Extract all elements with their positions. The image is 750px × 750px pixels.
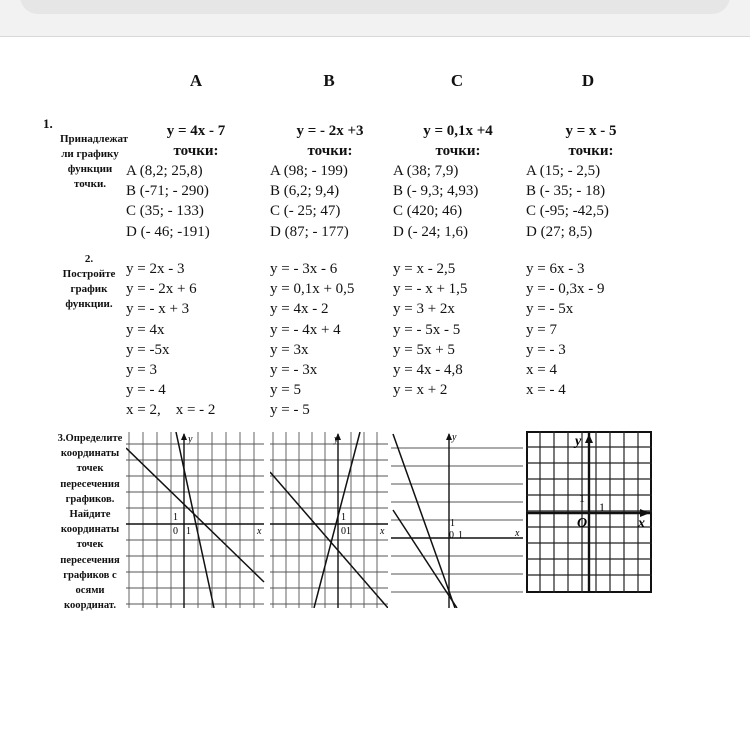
task1-func-d: y = x - 5 (565, 123, 617, 139)
task2-eq-d-5: x = 4 (526, 362, 557, 379)
graph-a-origin: 0 (173, 526, 178, 537)
task1-point-b-3: D (87; - 177) (270, 223, 349, 240)
graph-b-grid (270, 432, 388, 608)
task2-eq-d-4: y = - 3 (526, 341, 566, 358)
task2-eq-d-2: y = - 5x (526, 301, 574, 318)
column-header-c: C (450, 71, 464, 90)
task2-eq-a-2: y = - x + 3 (126, 301, 190, 318)
task2-eq-a-4: y = -5x (126, 341, 170, 358)
task2-col-c (393, 259, 523, 400)
graph-a-y-arrow (181, 433, 187, 440)
task1-col-d (526, 121, 656, 242)
task1-point-c-1: B (- 9,3; 4,93) (393, 183, 479, 200)
graph-a-unit-x: 1 (186, 526, 191, 537)
task1-point-d-1: B (- 35; - 18) (526, 183, 606, 200)
task2-eq-b-4: y = 3x (270, 341, 309, 358)
graph-a-line-1 (126, 448, 264, 582)
task2-eq-a-7: x = 2, x = - 2 (126, 402, 216, 419)
graph-c-origin: 0 (449, 530, 454, 541)
task2-eq-d-3: y = 7 (526, 321, 557, 338)
task2-eq-b-6: y = 5 (270, 382, 301, 399)
column-header-d: D (581, 71, 595, 90)
task2-eq-b-3: y = - 4x + 4 (270, 321, 341, 338)
graph-a (126, 432, 266, 608)
graph-a-unit-y: 1 (173, 512, 178, 523)
task2-eq-c-4: y = 5x + 5 (393, 341, 455, 358)
graph-b (270, 432, 388, 608)
task2-eq-c-2: y = 3 + 2x (393, 301, 455, 318)
task2-eq-b-0: y = - 3x - 6 (270, 261, 338, 277)
task1-func-c: y = 0,1x +4 (423, 123, 493, 139)
task1-point-d-3: D (27; 8,5) (526, 223, 593, 240)
task2-eq-c-6: y = x + 2 (393, 382, 448, 399)
task2-col-a (126, 259, 266, 421)
task2-eq-a-3: y = 4x (126, 321, 165, 338)
graph-d (526, 431, 652, 593)
graph-d-y-label: y (575, 434, 582, 449)
task2-eq-b-5: y = - 3x (270, 362, 318, 379)
task1-point-c-2: C (420; 46) (393, 203, 463, 220)
task1-point-a-3: D (- 46; -191) (126, 223, 210, 240)
graph-b-unit-y: 1 (341, 512, 346, 523)
task2-eq-c-3: y = - 5x - 5 (393, 321, 461, 338)
task1-point-a-0: A (8,2; 25,8) (126, 163, 203, 179)
graph-c-x-label: x (515, 528, 520, 539)
task2-eq-a-1: y = - 2x + 6 (126, 281, 197, 298)
task2-eq-a-0: y = 2x - 3 (126, 261, 185, 277)
task2-eq-b-1: y = 0,1x + 0,5 (270, 281, 355, 298)
task1-col-a (126, 121, 266, 242)
graph-d-x-label: x (638, 516, 645, 531)
task1-col-c (393, 121, 523, 242)
task1-point-c-3: D (- 24; 1,6) (393, 223, 468, 240)
task2-eq-a-6: y = - 4 (126, 382, 166, 399)
task2-col-b (270, 259, 390, 421)
task1-point-d-0: A (15; - 2,5) (526, 163, 601, 179)
task1-point-b-2: C (- 25; 47) (270, 203, 341, 220)
task2-eq-d-6: x = - 4 (526, 382, 566, 399)
task1-func-a: y = 4x - 7 (166, 123, 226, 139)
top-bar-pill (20, 0, 730, 14)
graph-a-x-label: x (257, 526, 262, 537)
task2-col-d (526, 259, 656, 400)
graph-c-unit-x: 1 (458, 530, 463, 541)
task1-label: Принадлежат ли графику функции точки. (60, 133, 129, 190)
graph-c (391, 432, 523, 608)
task2-eq-c-0: y = x - 2,5 (393, 261, 456, 277)
task2-eq-b-2: y = 4x - 2 (270, 301, 329, 318)
task2-eq-c-1: y = - x + 1,5 (393, 281, 468, 298)
graph-c-grid (391, 448, 523, 592)
top-bar (0, 0, 750, 37)
graph-b-unit-x: 1 (346, 526, 351, 537)
task2-eq-c-5: y = 4x - 4,8 (393, 362, 463, 379)
graph-b-y-label: y (334, 434, 339, 445)
task2-number (56, 252, 122, 312)
task1-point-d-2: C (-95; -42,5) (526, 203, 609, 220)
task2-eq-d-1: y = - 0,3x - 9 (526, 281, 605, 298)
graph-a-line-2 (176, 432, 214, 608)
graph-d-y-arrow (585, 434, 593, 443)
task2-eq-b-7: y = - 5 (270, 402, 310, 419)
graph-b-line-2 (314, 432, 360, 608)
task1-col-b (270, 121, 390, 242)
task1-point-b-1: B (6,2; 9,4) (270, 183, 340, 200)
graph-d-unit-x: 1 (599, 500, 605, 514)
task1-point-b-0: A (98; - 199) (270, 163, 348, 179)
task2-number-text: 2. (84, 253, 94, 265)
graph-a-y-label: y (188, 434, 193, 445)
task1-point-a-1: B (-71; - 290) (126, 183, 209, 200)
graph-d-unit-y: 1 (579, 491, 585, 505)
graph-b-origin: 0 (341, 526, 346, 537)
task1-point-a-2: C (35; - 133) (126, 203, 204, 220)
task1-sub-c: точки: (435, 143, 481, 159)
task3-label: 3.Определите координаты точек пересечения графиков. Найдите координаты точек пересечения графиков с осями координат. (57, 433, 123, 612)
task1-point-c-0: A (38; 7,9) (393, 163, 459, 179)
task1-number: 1. (43, 116, 53, 131)
task1-func-b: y = - 2x +3 (296, 123, 364, 139)
column-header-b: B (323, 71, 335, 90)
task1-sub-d: точки: (568, 143, 614, 159)
graph-b-x-label: x (380, 526, 385, 537)
task1-sub-a: точки: (173, 143, 219, 159)
task2-label: Постройте график функции. (62, 268, 116, 310)
graph-c-line-1 (393, 434, 455, 608)
task2-eq-d-0: y = 6x - 3 (526, 261, 585, 277)
graph-c-unit-y: 1 (450, 518, 455, 529)
graph-c-y-label: y (452, 432, 457, 443)
task2-eq-a-5: y = 3 (126, 362, 157, 379)
graph-d-origin: O (577, 516, 588, 531)
column-header-a: A (189, 71, 203, 90)
task1-sub-b: точки: (307, 143, 353, 159)
